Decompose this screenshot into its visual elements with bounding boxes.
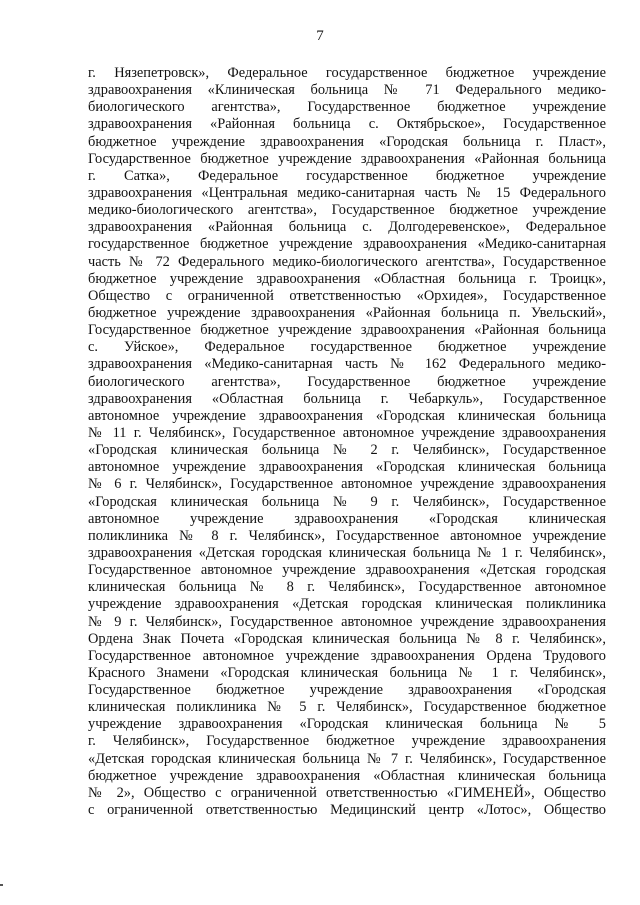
text-line: учреждение здравоохранения «Городская клиническая больница № 5 [88, 716, 606, 733]
text-line: здравоохранения «Центральная медико-санитарная часть № 15 Федерального [88, 184, 606, 201]
text-line: № 11 г. Челябинск», Государственное автономное учреждение здравоохранения [88, 424, 606, 441]
text-line: Красного Знамени «Городская клиническая больница № 1 г. Челябинск», [88, 664, 606, 681]
text-line: биологического агентства», Государственное бюджетное учреждение [88, 99, 606, 116]
text-line: здравоохранения «Клиническая больница № 71 Федерального медико- [88, 82, 606, 99]
text-line: автономное учреждение здравоохранения «Городская клиническая больница [88, 459, 606, 476]
text-line: Государственное бюджетное учреждение здравоохранения «Районная больница [88, 322, 606, 339]
margin-mark [0, 884, 3, 886]
text-line: здравоохранения «Детская городская клиническая больница № 1 г. Челябинск», [88, 544, 606, 561]
text-line: учреждение здравоохранения «Детская городская клиническая поликлиника [88, 596, 606, 613]
text-line: г. Челябинск», Государственное бюджетное учреждение здравоохранения [88, 733, 606, 750]
text-line: поликлиника № 8 г. Челябинск», Государственное автономное учреждение [88, 527, 606, 544]
text-line: автономное учреждение здравоохранения «Городская клиническая [88, 510, 606, 527]
text-line: клиническая поликлиника № 5 г. Челябинск», Государственное бюджетное [88, 699, 606, 716]
text-line: бюджетное учреждение здравоохранения «Районная больница п. Увельский», [88, 304, 606, 321]
text-line: Государственное автономное учреждение здравоохранения «Детская городская [88, 562, 606, 579]
text-line: Общество с ограниченной ответственностью «Орхидея», Государственное [88, 287, 606, 304]
text-line: медико-биологического агентства», Государственное бюджетное учреждение [88, 202, 606, 219]
text-line: автономное учреждение здравоохранения «Городская клиническая больница [88, 407, 606, 424]
text-line: Государственное бюджетное учреждение здравоохранения «Районная больница [88, 150, 606, 167]
text-line: здравоохранения «Районная больница с. Долгодеревенское», Федеральное [88, 219, 606, 236]
text-line: биологического агентства», Государственное бюджетное учреждение [88, 373, 606, 390]
text-line: г. Сатка», Федеральное государственное бюджетное учреждение [88, 167, 606, 184]
text-line: «Городская клиническая больница № 9 г. Челябинск», Государственное [88, 493, 606, 510]
text-line: здравоохранения «Медико-санитарная часть № 162 Федерального медико- [88, 356, 606, 373]
text-line: № 6 г. Челябинск», Государственное автономное учреждение здравоохранения [88, 476, 606, 493]
text-line: «Детская городская клиническая больница № 7 г. Челябинск», Государственное [88, 750, 606, 767]
text-line: № 2», Общество с ограниченной ответственностью «ГИМЕНЕЙ», Общество [88, 784, 606, 801]
text-line: бюджетное учреждение здравоохранения «Городская больница г. Пласт», [88, 133, 606, 150]
page-number: 7 [316, 28, 324, 44]
text-line: Государственное бюджетное учреждение здравоохранения «Городская [88, 682, 606, 699]
body-text [88, 65, 606, 819]
text-line: № 9 г. Челябинск», Государственное автономное учреждение здравоохранения [88, 613, 606, 630]
text-line: государственное бюджетное учреждение здравоохранения «Медико-санитарная [88, 236, 606, 253]
text-line: часть № 72 Федерального медико-биологического агентства», Государственное [88, 253, 606, 270]
text-line: «Городская клиническая больница № 2 г. Челябинск», Государственное [88, 442, 606, 459]
text-line: здравоохранения «Областная больница г. Чебаркуль», Государственное [88, 390, 606, 407]
text-line: бюджетное учреждение здравоохранения «Областная клиническая больница [88, 767, 606, 784]
text-line: Ордена Знак Почета «Городская клиническая больница № 8 г. Челябинск», [88, 630, 606, 647]
text-line: Государственное автономное учреждение здравоохранения Ордена Трудового [88, 647, 606, 664]
text-line: с. Уйское», Федеральное государственное бюджетное учреждение [88, 339, 606, 356]
text-line: бюджетное учреждение здравоохранения «Областная больница г. Троицк», [88, 270, 606, 287]
text-line: г. Нязепетровск», Федеральное государственное бюджетное учреждение [88, 65, 606, 81]
text-line: клиническая больница № 8 г. Челябинск», Государственное автономное [88, 579, 606, 596]
text-line: здравоохранения «Районная больница с. Октябрьское», Государственное [88, 116, 606, 133]
text-line: с ограниченной ответственностью Медицинский центр «Лотос», Общество [88, 802, 606, 819]
